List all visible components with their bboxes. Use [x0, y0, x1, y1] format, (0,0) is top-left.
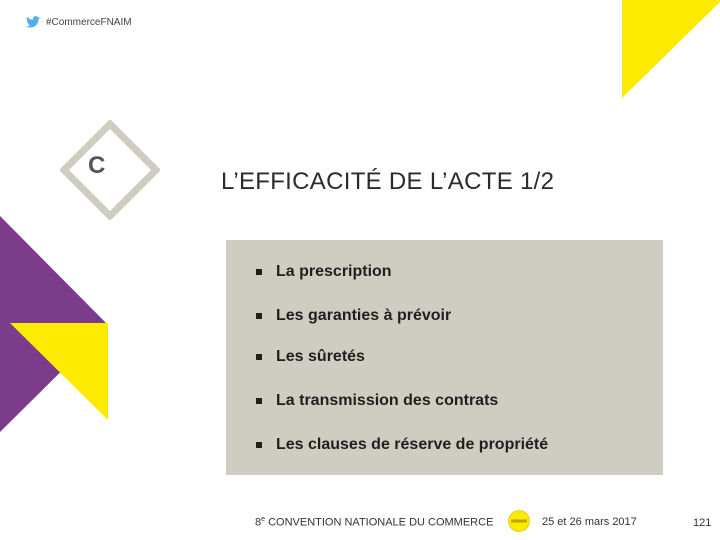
list-item-text: Les garanties à prévoir [276, 307, 452, 324]
event-name: CONVENTION NATIONALE DU COMMERCE [265, 516, 494, 529]
list-item-text: La transmission des contrats [276, 392, 499, 409]
event-ordinal: 8 [255, 516, 262, 529]
list-item-text: Les clauses de réserve de propriété [276, 436, 549, 453]
twitter-bird-icon [26, 16, 40, 28]
hashtag-label [26, 16, 132, 28]
footer-event-name [255, 516, 493, 529]
footer-date: 25 et 26 mars 2017 [542, 516, 637, 528]
square-bullet-icon [256, 398, 262, 404]
square-bullet-icon [256, 269, 262, 275]
section-letter: C [88, 152, 106, 179]
event-ordinal-suffix: e [261, 516, 266, 523]
page-number: 121 [693, 517, 712, 529]
list-item [256, 263, 392, 281]
list-item [256, 392, 498, 410]
list-item [256, 307, 451, 325]
yellow-corner-triangle [620, 0, 720, 100]
square-bullet-icon [256, 354, 262, 360]
square-bullet-icon [256, 313, 262, 319]
square-bullet-icon [256, 442, 262, 448]
list-item [256, 348, 365, 366]
hashtag-text: #CommerceFNAIM [46, 16, 132, 28]
list-item [256, 436, 548, 454]
section-diamond [60, 120, 160, 220]
list-item-text: La prescription [276, 263, 392, 280]
fnaim-logo [506, 510, 532, 532]
left-decorative-shapes [0, 210, 110, 440]
content-box [226, 240, 663, 475]
slide-title: L’EFFICACITÉ DE L’ACTE 1/2 [221, 168, 555, 195]
list-item-text: Les sûretés [276, 348, 365, 365]
